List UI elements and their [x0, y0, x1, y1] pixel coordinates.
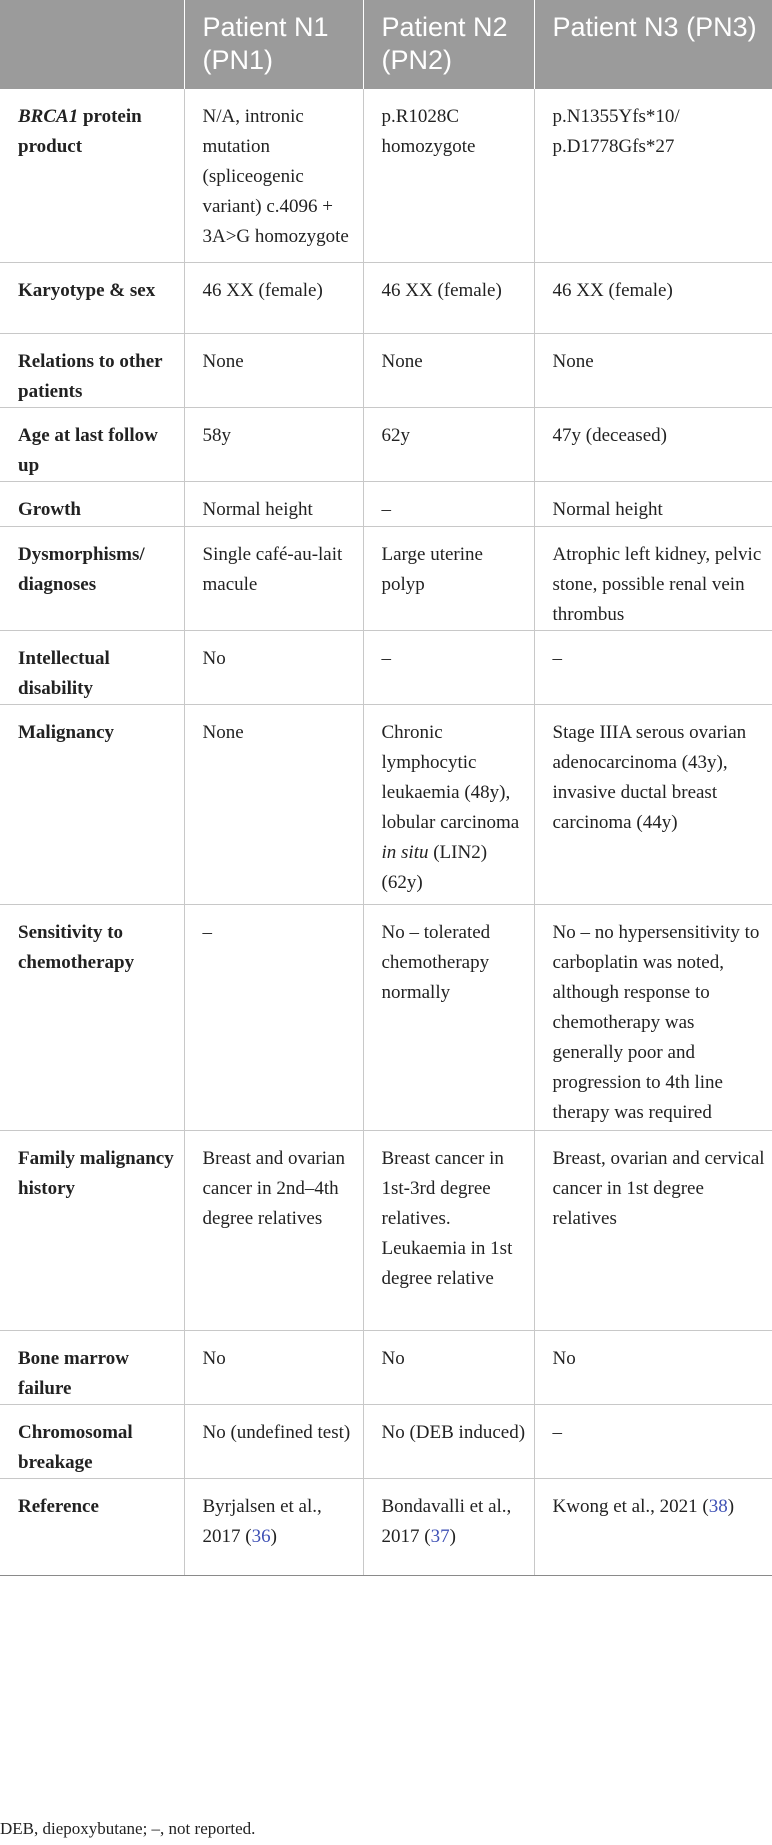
table-footnote: DEB, diepoxybutane; –, not reported.: [0, 1819, 256, 1838]
row-label-reference: Reference: [0, 1478, 184, 1575]
cell-pn1-brca1: N/A, intronic mutation (spliceogenic variant) c.4096 + 3A>G homozygote: [184, 89, 363, 262]
cell-pn1-growth: Normal height: [184, 481, 363, 526]
table-row-bone-marrow: [0, 1330, 772, 1404]
header-empty: [0, 0, 184, 89]
cell-pn1-dysmorphisms: Single café-au-lait macule: [184, 526, 363, 630]
citation-link-38[interactable]: 38: [708, 1495, 728, 1517]
cell-pn3-intellectual: –: [534, 630, 772, 704]
cell-pn1-bone-marrow: No: [184, 1330, 363, 1404]
table-row-sensitivity: [0, 904, 772, 1130]
cell-pn2-karyotype: 46 XX (female): [363, 262, 534, 333]
cell-pn2-malignancy: Chronic lymphocytic leukaemia (48y), lobular carcinoma in situ (LIN2) (62y): [363, 704, 534, 904]
cell-pn1-age: 58y: [184, 407, 363, 481]
cell-pn2-reference: Bondavalli et al., 2017 (37): [363, 1478, 534, 1575]
cell-pn2-sensitivity: No – tolerated chemotherapy normally: [363, 904, 534, 1130]
cell-pn3-sensitivity: No – no hypersensitivity to carboplatin was noted, although response to chemotherapy was generally poor and progression to 4th line therapy was required: [534, 904, 772, 1130]
row-label-brca1: BRCA1 protein product: [0, 89, 184, 262]
table-row-dysmorphisms: [0, 526, 772, 630]
cell-pn1-sensitivity: –: [184, 904, 363, 1130]
header-pn3: Patient N3 (PN3): [534, 0, 772, 89]
cell-pn2-family: Breast cancer in 1st-3rd degree relatives. Leukaemia in 1st degree relative: [363, 1130, 534, 1330]
cell-pn3-growth: Normal height: [534, 481, 772, 526]
cell-pn3-family: Breast, ovarian and cervical cancer in 1st degree relatives: [534, 1130, 772, 1330]
cell-pn3-bone-marrow: No: [534, 1330, 772, 1404]
cell-pn1-reference: Byrjalsen et al., 2017 (36): [184, 1478, 363, 1575]
header-pn2: Patient N2 (PN2): [363, 0, 534, 89]
cell-pn2-relations: None: [363, 333, 534, 407]
cell-pn2-age: 62y: [363, 407, 534, 481]
cell-pn2-chromosomal: No (DEB induced): [363, 1404, 534, 1478]
row-label-age: Age at last follow up: [0, 407, 184, 481]
citation-link-37[interactable]: 37: [430, 1525, 450, 1547]
cell-pn3-dysmorphisms: Atrophic left kidney, pelvic stone, possible renal vein thrombus: [534, 526, 772, 630]
table-row-relations: [0, 333, 772, 407]
cell-pn1-malignancy: None: [184, 704, 363, 904]
row-label-relations: Relations to other patients: [0, 333, 184, 407]
row-label-sensitivity: Sensitivity to chemotherapy: [0, 904, 184, 1130]
row-label-chromosomal: Chromosomal breakage: [0, 1404, 184, 1478]
table-row-intellectual: [0, 630, 772, 704]
row-label-intellectual: Intellectual disability: [0, 630, 184, 704]
cell-pn2-dysmorphisms: Large uterine polyp: [363, 526, 534, 630]
cell-pn1-relations: None: [184, 333, 363, 407]
table-row-family: [0, 1130, 772, 1330]
cell-pn3-reference: Kwong et al., 2021 (38): [534, 1478, 772, 1575]
cell-pn1-chromosomal: No (undefined test): [184, 1404, 363, 1478]
cell-pn2-intellectual: –: [363, 630, 534, 704]
row-label-malignancy: Malignancy: [0, 704, 184, 904]
cell-pn2-bone-marrow: No: [363, 1330, 534, 1404]
table-row-karyotype: [0, 262, 772, 333]
cell-pn3-chromosomal: –: [534, 1404, 772, 1478]
row-label-family: Family malignancy history: [0, 1130, 184, 1330]
row-label-bone-marrow: Bone marrow failure: [0, 1330, 184, 1404]
cell-pn2-brca1: p.R1028C homozygote: [363, 89, 534, 262]
table-row-brca1: [0, 89, 772, 262]
cell-pn2-growth: –: [363, 481, 534, 526]
row-label-karyotype: Karyotype & sex: [0, 262, 184, 333]
table-row-chromosomal: [0, 1404, 772, 1478]
cell-pn3-relations: None: [534, 333, 772, 407]
cell-pn1-karyotype: 46 XX (female): [184, 262, 363, 333]
citation-link-36[interactable]: 36: [251, 1525, 271, 1547]
cell-pn3-malignancy: Stage IIIA serous ovarian adenocarcinoma (43y), invasive ductal breast carcinoma (44y): [534, 704, 772, 904]
table-row-reference: [0, 1478, 772, 1575]
cell-pn3-age: 47y (deceased): [534, 407, 772, 481]
cell-pn1-intellectual: No: [184, 630, 363, 704]
cell-pn1-family: Breast and ovarian cancer in 2nd–4th degree relatives: [184, 1130, 363, 1330]
table-header-row: [0, 0, 772, 89]
table-row-growth: [0, 481, 772, 526]
cell-pn3-karyotype: 46 XX (female): [534, 262, 772, 333]
cell-pn3-brca1: p.N1355Yfs*10/ p.D1778Gfs*27: [534, 89, 772, 262]
row-label-dysmorphisms: Dysmorphisms/ diagnoses: [0, 526, 184, 630]
table-row-age: [0, 407, 772, 481]
gene-name: BRCA1: [18, 106, 79, 127]
row-label-growth: Growth: [0, 481, 184, 526]
header-pn1: Patient N1 (PN1): [184, 0, 363, 89]
table-row-malignancy: [0, 704, 772, 904]
